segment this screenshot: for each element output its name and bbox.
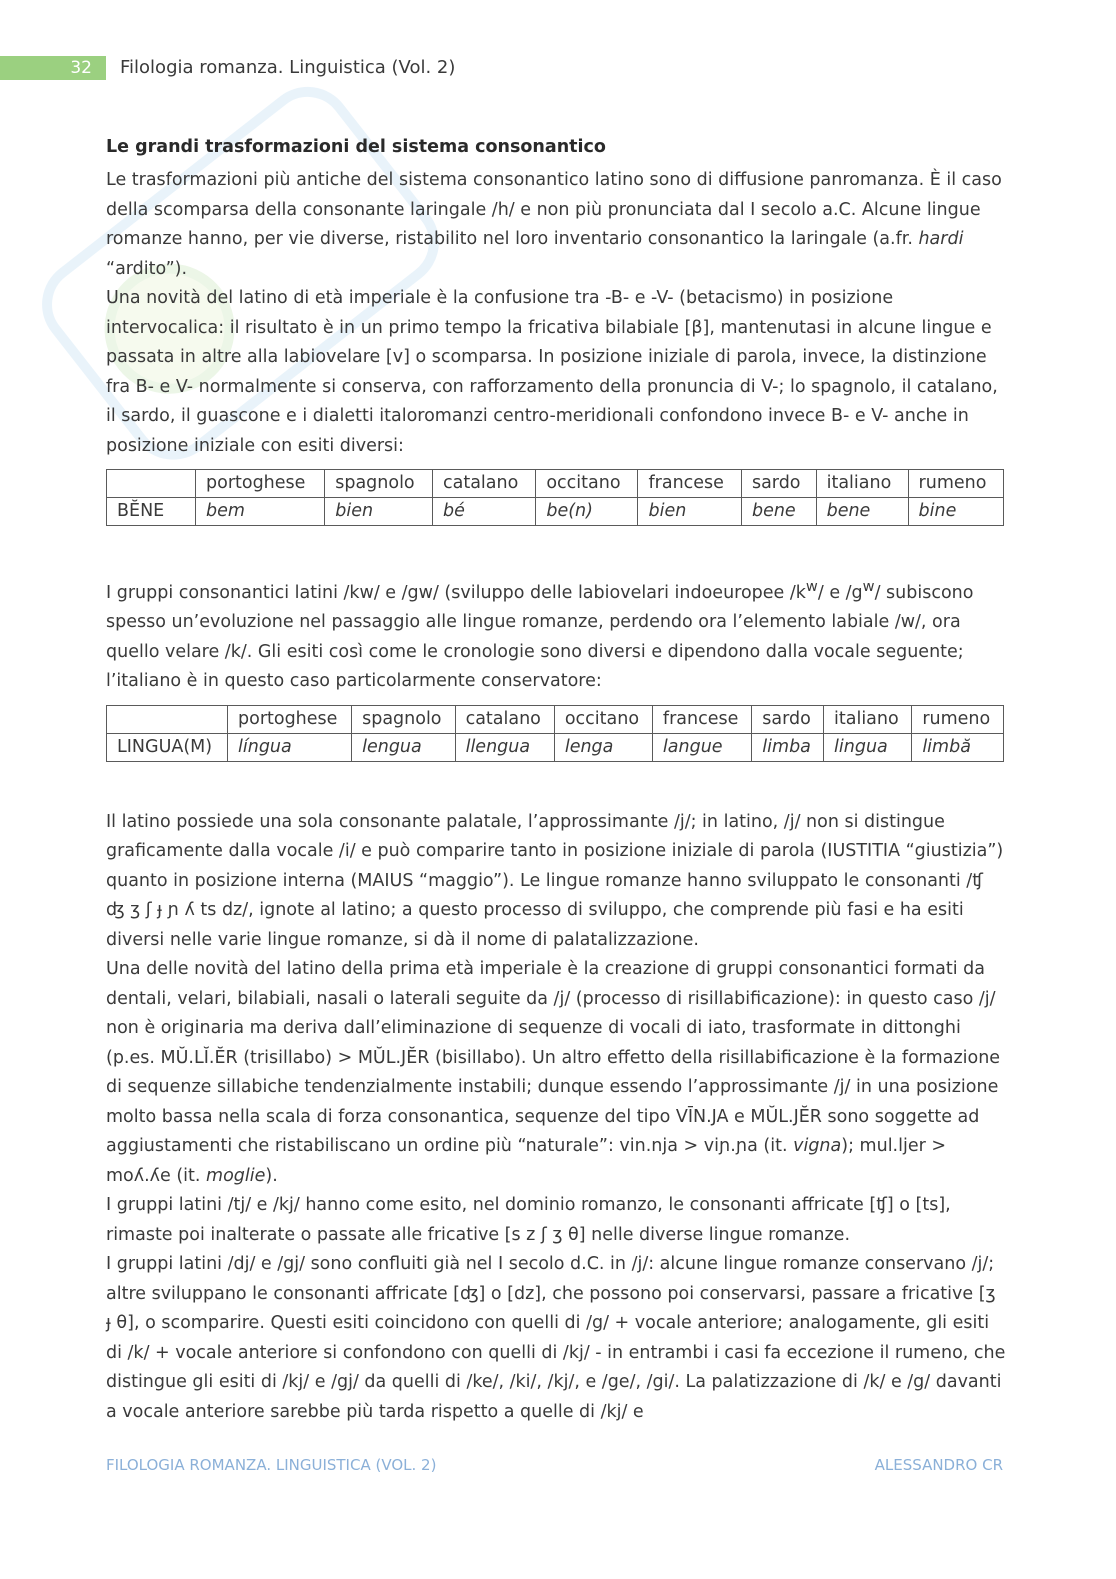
- table-bene: [106, 469, 1004, 526]
- paragraph-1: Le trasformazioni più antiche del sistema consonantico latino sono di diffusione panromanza. È il caso della scomparsa della consonante laringale /h/ e non più pronunciata dal I secolo a.C. Alcune lingue romanze hanno, per vie diverse, ristabilito nel loro inventario consonantico la laringale (a.fr. hardi “ardito”).: [106, 170, 1002, 279]
- paragraph-2: Una novità del latino di età imperiale è la confusione tra -B- e -V- (betacismo) in posizione intervocalica: il risultato è in un primo tempo la fricativa bilabiale [β], mantenutasi in alcune lingue e passata in altre alla labiovelare [v] o scomparsa. In posizione iniziale di parola, invece, la distinzione fra B- e V- normalmente si conserva, con rafforzamento della pronuncia di V-; lo spagnolo, il catalano, il sardo, il guascone e i dialetti italoromanzi centro-meridionali confondono invece B- e V- anche in posizione iniziale con esiti diversi:: [106, 288, 998, 456]
- table-header-row: portoghese spagnolo catalano occitano francese sardo italiano rumeno: [107, 705, 1004, 733]
- table-header-row: portoghese spagnolo catalano occitano francese sardo italiano rumeno: [107, 470, 1004, 498]
- paragraph-3: I gruppi consonantici latini /kw/ e /gw/ (sviluppo delle labiovelari indoeuropee $/k^w/$ e $/g^w/$ subiscono spesso un’evoluzione nel passaggio alle lingue romanze, perdendo ora l’elemento labiale /w/, ora quello velare /k/. Gli esiti così come le cronologie sono diversi e dipendono dalla vocale seguente; l’italiano è in questo caso particolarmente conservatore:: [106, 578, 974, 692]
- running-title: Filologia romanza. Linguistica (Vol. 2): [120, 57, 456, 78]
- paragraph-6: I gruppi latini /tj/ e /kj/ hanno come esito, nel dominio romanzo, le consonanti affricate [ʧ] o [ts], rimaste poi inalterate o passate alle fricative [s z ʃ ʒ θ] nelle diverse lingue romanze.: [106, 1195, 951, 1245]
- paragraph-5: Una delle novità del latino della prima età imperiale è la creazione di gruppi consonantici formati da dentali, velari, bilabiali, nasali o laterali seguite da /j/ (processo di risillabificazione): in questo caso /j/ non è originaria ma deriva dall’eliminazione di sequenze di vocali di iato, trasformate in dittonghi (p.es. MŬ.LĬ.ĔR (trisillabo) > MŬL.JĔR (bisillabo). Un altro effetto della risillabificazione è la formazione di sequenze sillabiche tendenzialmente instabili; dunque essendo l’approssimante /j/ in una posizione molto bassa nella scala di forza consonantica, sequenze del tipo VĪN.JA e MŬL.JĔR sono soggette ad aggiustamenti che ristabiliscano un ordine più “naturale”: vin.nja > viɲ.ɲa (it. vigna); mul.ljer > moʎ.ʎe (it. moglie).: [106, 959, 1001, 1186]
- section-heading: Le grandi trasformazioni del sistema consonantico: [106, 137, 606, 157]
- table-row: LINGUA(M) língua lengua llengua lenga langue limba lingua limbă: [107, 733, 1004, 761]
- page-number: 32: [0, 56, 106, 80]
- paragraph-7: I gruppi latini /dj/ e /gj/ sono confluiti già nel I secolo d.C. in /j/: alcune lingue romanze conservano /j/; altre sviluppano le consonanti affricate [ʤ] o [dz], che possono poi conservarsi, passare a fricative [ʒ ɟ θ], o scomparire. Questi esiti coincidono con quelli di /g/ + vocale anteriore; analogamente, gli esiti di /k/ + vocale anteriore si confondono con quelli di /kj/ - in entrambi i casi fa eccezione il rumeno, che distingue gli esiti di /kj/ e /gj/ da quelli di /ke/, /ki/, /kj/, e /ge/, /gi/. La palatizzazione di /k/ e /g/ davanti a vocale anteriore sarebbe più tarda rispetto a quelle di /kj/ e: [106, 1254, 1006, 1422]
- footer-title: FILOLOGIA ROMANZA. LINGUISTICA (VOL. 2): [106, 1456, 437, 1474]
- table-row: BĔNE bem bien bé be(n) bien bene bene bine: [107, 498, 1004, 526]
- footer-author: ALESSANDRO CR: [874, 1456, 1003, 1474]
- paragraph-4: Il latino possiede una sola consonante palatale, l’approssimante /j/; in latino, /j/ non si distingue graficamente dalla vocale /i/ e può comparire tanto in posizione iniziale di parola (IUSTITIA “giustizia”) quanto in posizione interna (MAIUS “maggio”). Le lingue romanze hanno sviluppato le consonanti /ʧ ʤ ʒ ʃ ɟ ɲ ʎ ts dz/, ignote al latino; a questo processo di sviluppo, che comprende più fasi e ha esiti diversi nelle varie lingue romanze, si dà il nome di palatalizzazione.: [106, 811, 1004, 950]
- table-lingua: [106, 705, 1004, 762]
- main-content: [106, 134, 1006, 1427]
